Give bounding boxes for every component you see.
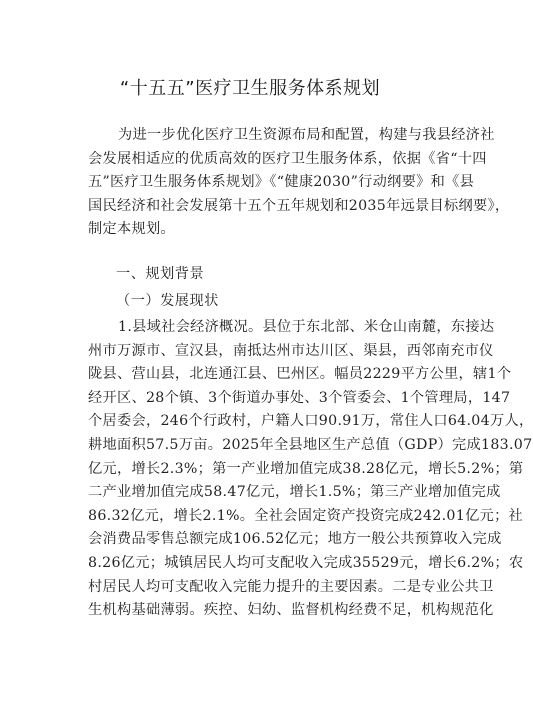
subsection-heading: （一）发展现状 <box>116 293 219 309</box>
body-line: 州市万源市、宣汉县，南抵达州市达川区、渠县，西邻南充市仪 <box>88 342 494 359</box>
body-line: 1.县域社会经济概况。县位于东北部、米仓山南麓，东接达 <box>118 319 495 335</box>
body-line: 会消费品零售总额完成106.52亿元；地方一般公共预算收入完成 <box>88 531 502 548</box>
intro-line: 为进一步优化医疗卫生资源布局和配置，构建与我县经济社 <box>118 127 495 143</box>
body-line: 村居民人均可支配收入完能力提升的主要因素。二是专业公共卫 <box>88 578 494 595</box>
body-line: 陇县、营山县，北连通江县、巴州区。幅员2229平方公里，辖1个 <box>88 366 512 383</box>
body-line: 生机构基础薄弱。疾控、妇幼、监督机构经费不足，机构规范化 <box>88 602 494 619</box>
body-paragraph <box>88 316 533 623</box>
intro-line: 会发展相适应的优质高效的医疗卫生服务体系，依据《省“十四 <box>88 150 487 167</box>
section-heading: 一、规划背景 <box>116 266 205 282</box>
body-line: 经开区、28个镇、3个街道办事处、3个管委会、1个管理局，147 <box>88 389 511 406</box>
intro-line: 国民经济和社会发展第十五个五年规划和2035年远景目标纲要》， <box>88 197 510 214</box>
intro-paragraph <box>88 124 510 242</box>
body-line: 亿元，增长2.3%；第一产业增加值完成38.28亿元，增长5.2%；第 <box>88 460 524 477</box>
body-line: 86.32亿元，增长2.1%。全社会固定资产投资完成242.01亿元；社 <box>88 507 524 524</box>
intro-line: 制定本规划。 <box>88 221 175 238</box>
intro-line: 五”医疗卫生服务体系规划》《“健康2030”行动纲要》和《县 <box>88 174 475 191</box>
document-title: “十五五”医疗卫生服务体系规划 <box>119 78 381 99</box>
body-line: 8.26亿元；城镇居民人均可支配收入完成35529元，增长6.2%；农 <box>88 554 524 571</box>
body-line: 耕地面积57.5万亩。2025年全县地区生产总值（GDP）完成183.07 <box>88 436 533 453</box>
body-line: 个居委会，246个行政村，户籍人口90.91万，常住人口64.04万人， <box>88 413 533 430</box>
body-line: 二产业增加值完成58.47亿元，增长1.5%；第三产业增加值完成 <box>88 484 501 501</box>
